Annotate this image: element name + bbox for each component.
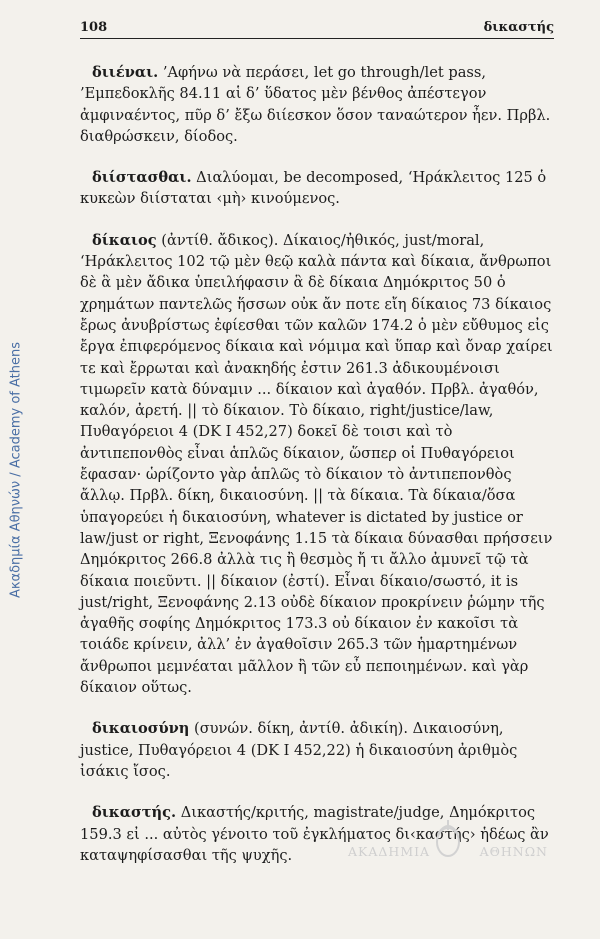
athena-head-icon: [430, 816, 466, 862]
dictionary-column: [80, 62, 554, 886]
watermark-text-right: ΑΘΗΝΩΝ: [479, 844, 548, 859]
dictionary-entry: [80, 167, 554, 210]
entry-body: Διαλύομαι, be decomposed, ‘Ηράκλειτος 125 ὁ κυκεὼν διίσταται ‹μὴ› κινούμενος.: [80, 169, 547, 208]
entry-body: (ἀντίθ. ἄδικος). Δίκαιος/ἠθικός, just/moral, ‘Ηράκλειτος 102 τῷ μὲν θεῷ καλὰ πάντα καὶ δίκαια, ἄνθρωποι δὲ ἃ μὲν ἄδικα ὑπειλήφασιν ἃ δὲ δίκαια Δημόκριτος 50 ὁ χρημάτων παντελῶς ἥσσων οὐκ ἄν ποτε εἴη δίκαιος 73 δίκαιος ἔρως ἀνυβρίστως ἐφίεσθαι τῶν καλῶν 174.2 ὁ μὲν εὔθυμος εἰς ἔργα ἐπιφερόμενος δίκαια καὶ νόμιμα καὶ ὕπαρ καὶ ὄναρ χαίρει τε καὶ ἔρρωται καὶ ἀνακηδής ἐστιν 261.3 ἀδικουμένοισι τιμωρεῖν κατὰ δύναμιν ... δίκαιον καὶ ἀγαθόν. Πρβλ. ἀγαθόν, καλόν, ἀρετή. || τὸ δίκαιον. Τὸ δίκαιο, right/justice/law, Πυθαγόρειοι 4 (DK I 452,27) δοκεῖ δὲ τοισι καὶ τὸ ἀντιπεπονθὸς εἶναι ἁπλῶς δίκαιον, ὥσπερ οἱ Πυθαγόρειοι ἔφασαν· ὡρίζοντο γὰρ ἁπλῶς τὸ δίκαιον τὸ ἀντιπεπονθὸς ἄλλῳ. Πρβλ. δίκη, δικαιοσύνη. || τὰ δίκαια. Τὰ δίκαια/ὅσα ὑπαγορεύει ἡ δικαιοσύνη, whatever is dictated by justice or law/just or right, Ξενοφάνης 1.15 τὰ δίκαια δύνασθαι πρήσσειν Δημόκριτος 266.8 ἀλλὰ τις ἢ θεσμὸς ἤ τι ἄλλο ἀμυνεῖ τῷ τὰ δίκαια ποιεῦντι. || δίκαιον (ἐστί). Εἶναι δίκαιο/σωστό, it is just/right, Ξενοφάνης 2.13 οὐδὲ δίκαιον προκρίνειν ῥώμην τῆς ἀγαθῆς σοφίης Δημόκριτος 173.3 οὐ δίκαιον ἐν κακοῖσι τὰ τοιάδε κρίνειν, ἀλλ’ ἐν ἀγαθοῖσιν 265.3 τῶν ἡμαρτημένων ἄνθρωποι μεμνέαται μᾶλλον ἢ τῶν εὖ πεποιημένων. καὶ γὰρ δίκαιον οὕτως.: [80, 231, 553, 697]
entry-headword: δικαιοσύνη: [92, 720, 190, 738]
running-head: δικαστής: [483, 20, 554, 35]
entry-headword: διιέναι.: [92, 64, 159, 81]
watermark-text-left: ΑΚΑΔΗΜΙΑ: [348, 844, 431, 859]
dictionary-entry: [80, 718, 554, 782]
academy-watermark: [348, 812, 548, 882]
entry-body: Δικαστής/κριτής, magistrate/judge, Δημόκριτος 159.3 εἰ ... αὐτὸς γένοιτο τοῦ ἐγκλήματος δι‹καστής› ἡδέως ἂν καταψηφίσασθαι τῆς ψυχῆς.: [80, 804, 549, 864]
entry-headword: διίστασθαι.: [92, 169, 192, 187]
entry-body: ’Αφήνω νὰ περάσει, let go through/let pass, ’Εμπεδοκλῆς 84.11 αἱ δ’ ὕδατος μὲν βένθος ἀπέστεγον ἀμφιναέντος, πῦρ δ’ ἔξω διίεσκον ὅσον ταναώτερον ἦεν. Πρβλ. διαθρώσκειν, δίοδος.: [80, 64, 551, 145]
dictionary-entry: [80, 62, 554, 147]
entry-body: (συνών. δίκη, ἀντίθ. ἀδικίη). Δικαιοσύνη, justice, Πυθαγόρειοι 4 (DK I 452,22) ἡ δικαιοσύνη ἀριθμὸς ἰσάκις ἴσος.: [80, 720, 518, 780]
archive-side-stamp: Ακαδημία Αθηνών / Academy of Athens: [8, 341, 24, 599]
entry-headword: δικαστής.: [92, 804, 177, 822]
page-number: 108: [80, 20, 108, 35]
dictionary-entry: [80, 230, 554, 699]
page-header: [80, 18, 554, 39]
entry-headword: δίκαιος: [92, 231, 157, 249]
